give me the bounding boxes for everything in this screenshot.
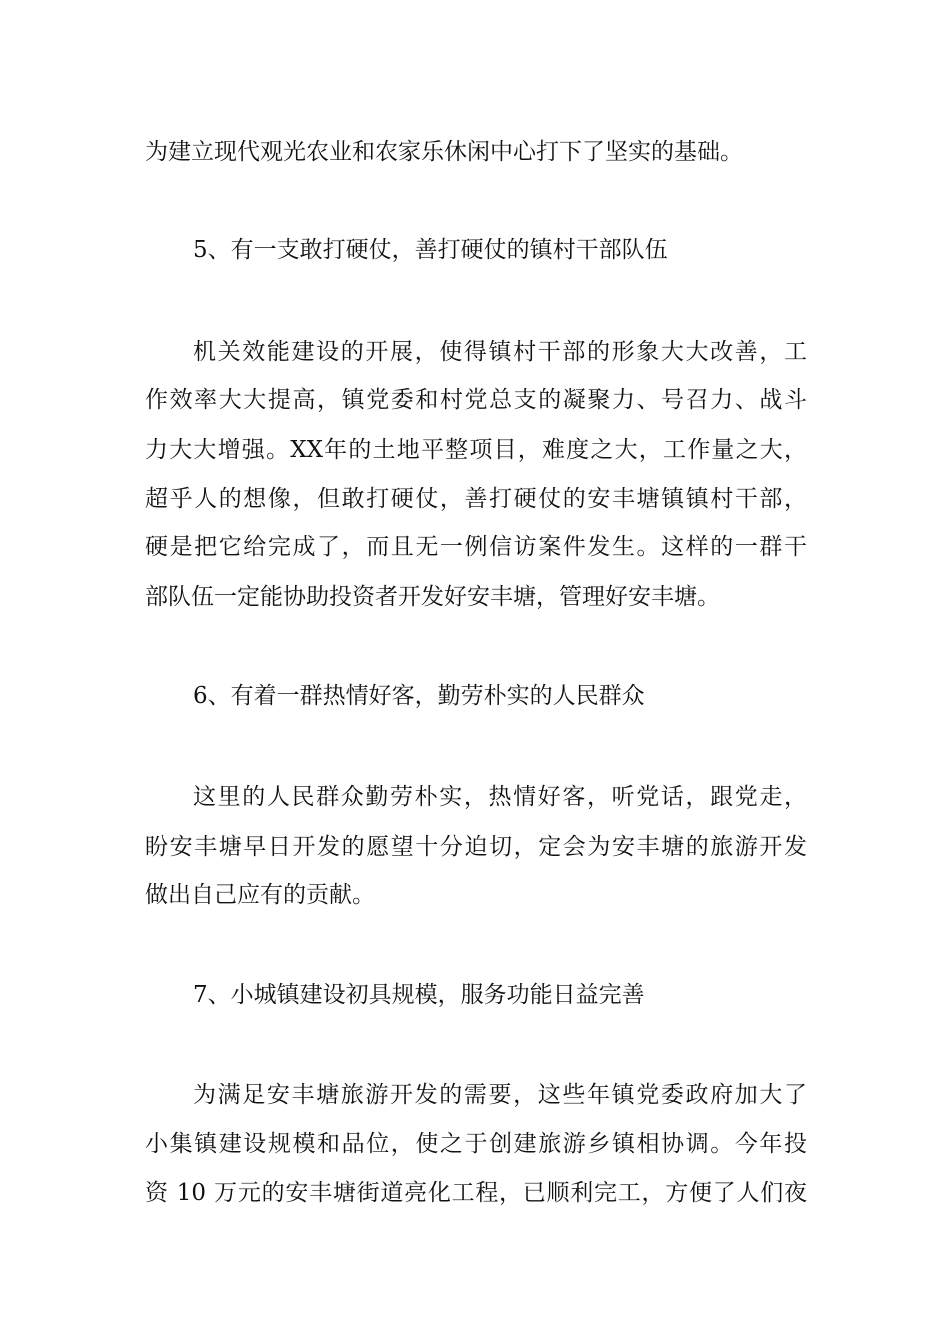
paragraph-line: 为满足安丰塘旅游开发的需要，这些年镇党委政府加大了	[193, 1082, 807, 1108]
paragraph-line: 盼安丰塘早日开发的愿望十分迫切，定会为安丰塘的旅游开发	[145, 834, 807, 860]
paragraph-line: 硬是把它给完成了，而且无一例信访案件发生。这样的一群干	[145, 534, 807, 560]
section-heading-5: 5、有一支敢打硬仗，善打硬仗的镇村干部队伍	[193, 237, 668, 263]
paragraph-line: 小集镇建设规模和品位，使之于创建旅游乡镇相协调。今年投	[145, 1131, 807, 1157]
paragraph-line: 作效率大大提高，镇党委和村党总支的凝聚力、号召力、战斗	[145, 387, 807, 413]
paragraph-line: 部队伍一定能协助投资者开发好安丰塘，管理好安丰塘。	[145, 584, 720, 610]
section-heading-7: 7、小城镇建设初具规模，服务功能日益完善	[193, 982, 645, 1008]
paragraph-line: 机关效能建设的开展，使得镇村干部的形象大大改善，工	[193, 339, 807, 365]
paragraph-line: 为建立现代观光农业和农家乐休闲中心打下了坚实的基础。	[145, 139, 743, 165]
paragraph-line: 超乎人的想像，但敢打硬仗，善打硬仗的安丰塘镇镇村干部，	[145, 486, 807, 512]
paragraph-line: 做出自己应有的贡献。	[145, 882, 375, 908]
paragraph-line: 资 10 万元的安丰塘街道亮化工程，已顺利完工，方便了人们夜	[145, 1180, 807, 1206]
document-page	[145, 0, 807, 1344]
section-heading-6: 6、有着一群热情好客，勤劳朴实的人民群众	[193, 683, 645, 709]
paragraph-line: 这里的人民群众勤劳朴实，热情好客，听党话，跟党走，	[193, 784, 807, 810]
paragraph-line: 力大大增强。XX年的土地平整项目，难度之大，工作量之大，	[145, 437, 807, 463]
